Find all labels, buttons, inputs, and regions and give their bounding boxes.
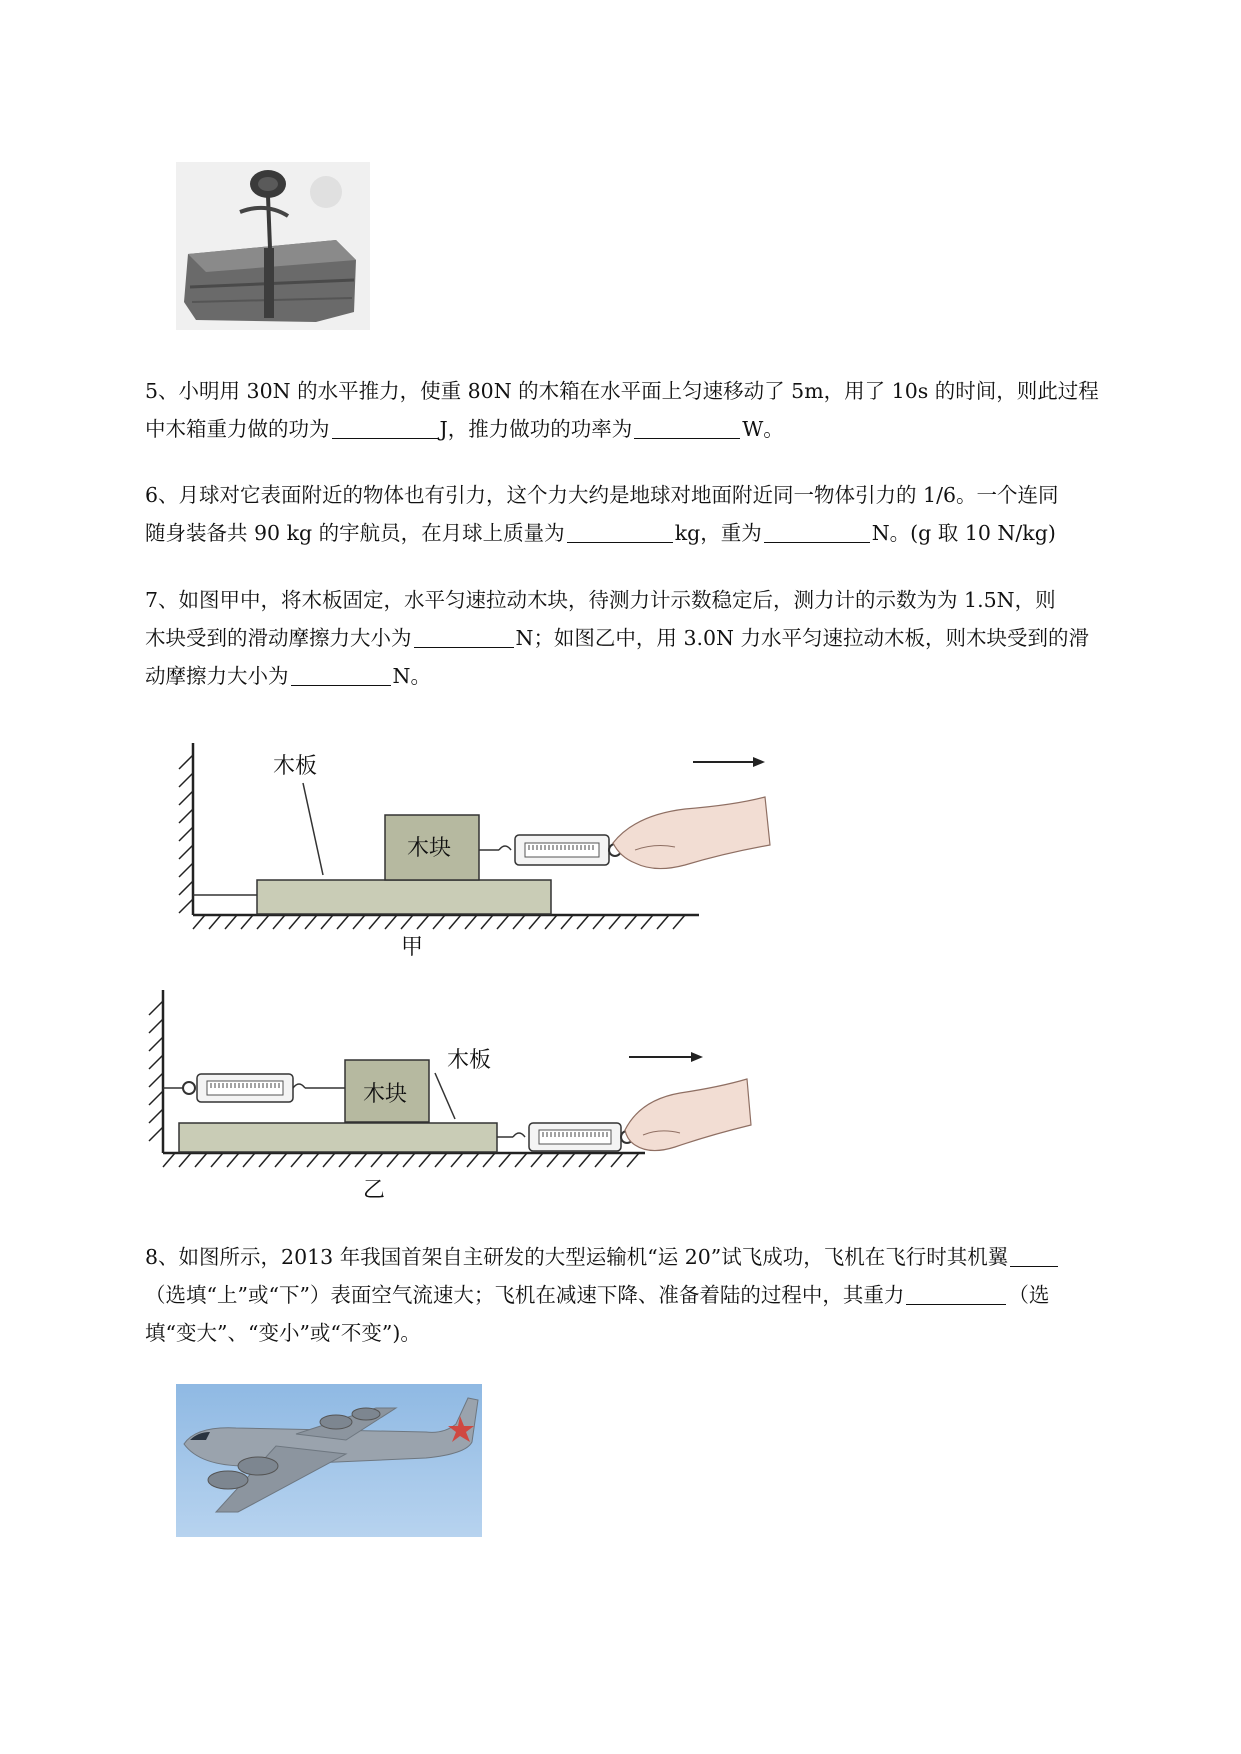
question-6 xyxy=(145,476,1150,552)
q7-line3 xyxy=(145,657,1150,695)
q8-stem: 8、如图所示，2013 年我国首架自主研发的大型运输机“运 20”试飞成功，飞机在飞行时其机翼 xyxy=(145,1245,1009,1269)
q6-stem: 随身装备共 90 kg 的宇航员，在月球上质量为 xyxy=(145,521,565,545)
stone-tack-photo xyxy=(176,162,370,330)
block-label-jia: 木块 xyxy=(407,836,452,861)
q7-blank-friction-yi[interactable] xyxy=(291,661,391,686)
q7-unit1: N；如图乙中，用 3.0N 力水平匀速拉动木板，则木块受到的滑 xyxy=(515,626,1090,650)
question-5 xyxy=(145,372,1150,448)
q8-line2 xyxy=(145,1276,1150,1314)
q7-line2 xyxy=(145,619,1150,657)
q6-blank-weight[interactable] xyxy=(764,518,870,543)
q7-line1: 7、如图甲中，将木板固定，水平匀速拉动木块，待测力计示数稳定后，测力计的示数为为 1.5N，则 xyxy=(145,588,1056,612)
board-label-jia: 木板 xyxy=(273,754,318,779)
q8-blank-surface[interactable] xyxy=(1010,1242,1058,1267)
q6-line2 xyxy=(145,514,1150,552)
figure-yi xyxy=(135,985,755,1205)
q5-line2 xyxy=(145,410,1150,448)
q7-unit2: N。 xyxy=(392,664,431,688)
q8-stem2: （选填“上”或“下”）表面空气流速大；飞机在减速下降、准备着陆的过程中，其重力 xyxy=(145,1283,905,1307)
block-label-yi: 木块 xyxy=(363,1082,408,1107)
q7-blank-friction-jia[interactable] xyxy=(414,623,514,648)
q7-stem2: 动摩擦力大小为 xyxy=(145,664,289,688)
q8-stem2b: （选 xyxy=(1008,1283,1050,1307)
y20-plane-photo xyxy=(176,1384,482,1537)
caption-jia: 甲 xyxy=(401,935,424,960)
q5-blank-work[interactable] xyxy=(332,414,438,439)
figure-jia xyxy=(165,735,785,970)
q8-blank-gravity[interactable] xyxy=(906,1280,1006,1305)
q5-stem: 中木箱重力做的功为 xyxy=(145,417,330,441)
q6-blank-mass[interactable] xyxy=(567,518,673,543)
question-7 xyxy=(145,581,1150,695)
q6-unit2: N。(g 取 10 N/kg) xyxy=(871,521,1056,545)
q5-unit1: J，推力做功的功率为 xyxy=(439,417,633,441)
q8-line3: 填“变大”、“变小”或“不变”)。 xyxy=(145,1321,421,1345)
board-label-yi: 木板 xyxy=(447,1048,492,1073)
q5-blank-power[interactable] xyxy=(634,414,740,439)
q7-stem: 木块受到的滑动摩擦力大小为 xyxy=(145,626,412,650)
q5-line1: 5、小明用 30N 的水平推力，使重 80N 的木箱在水平面上匀速移动了 5m，用了 10s 的时间，则此过程 xyxy=(145,379,1099,403)
q6-unit1: kg，重为 xyxy=(674,521,762,545)
q5-unit2: W。 xyxy=(742,417,784,441)
caption-yi: 乙 xyxy=(363,1178,386,1203)
q6-line1: 6、月球对它表面附近的物体也有引力，这个力大约是地球对地面附近同一物体引力的 1/6。一个连同 xyxy=(145,483,1059,507)
q8-line1 xyxy=(145,1238,1150,1276)
question-8 xyxy=(145,1238,1150,1352)
